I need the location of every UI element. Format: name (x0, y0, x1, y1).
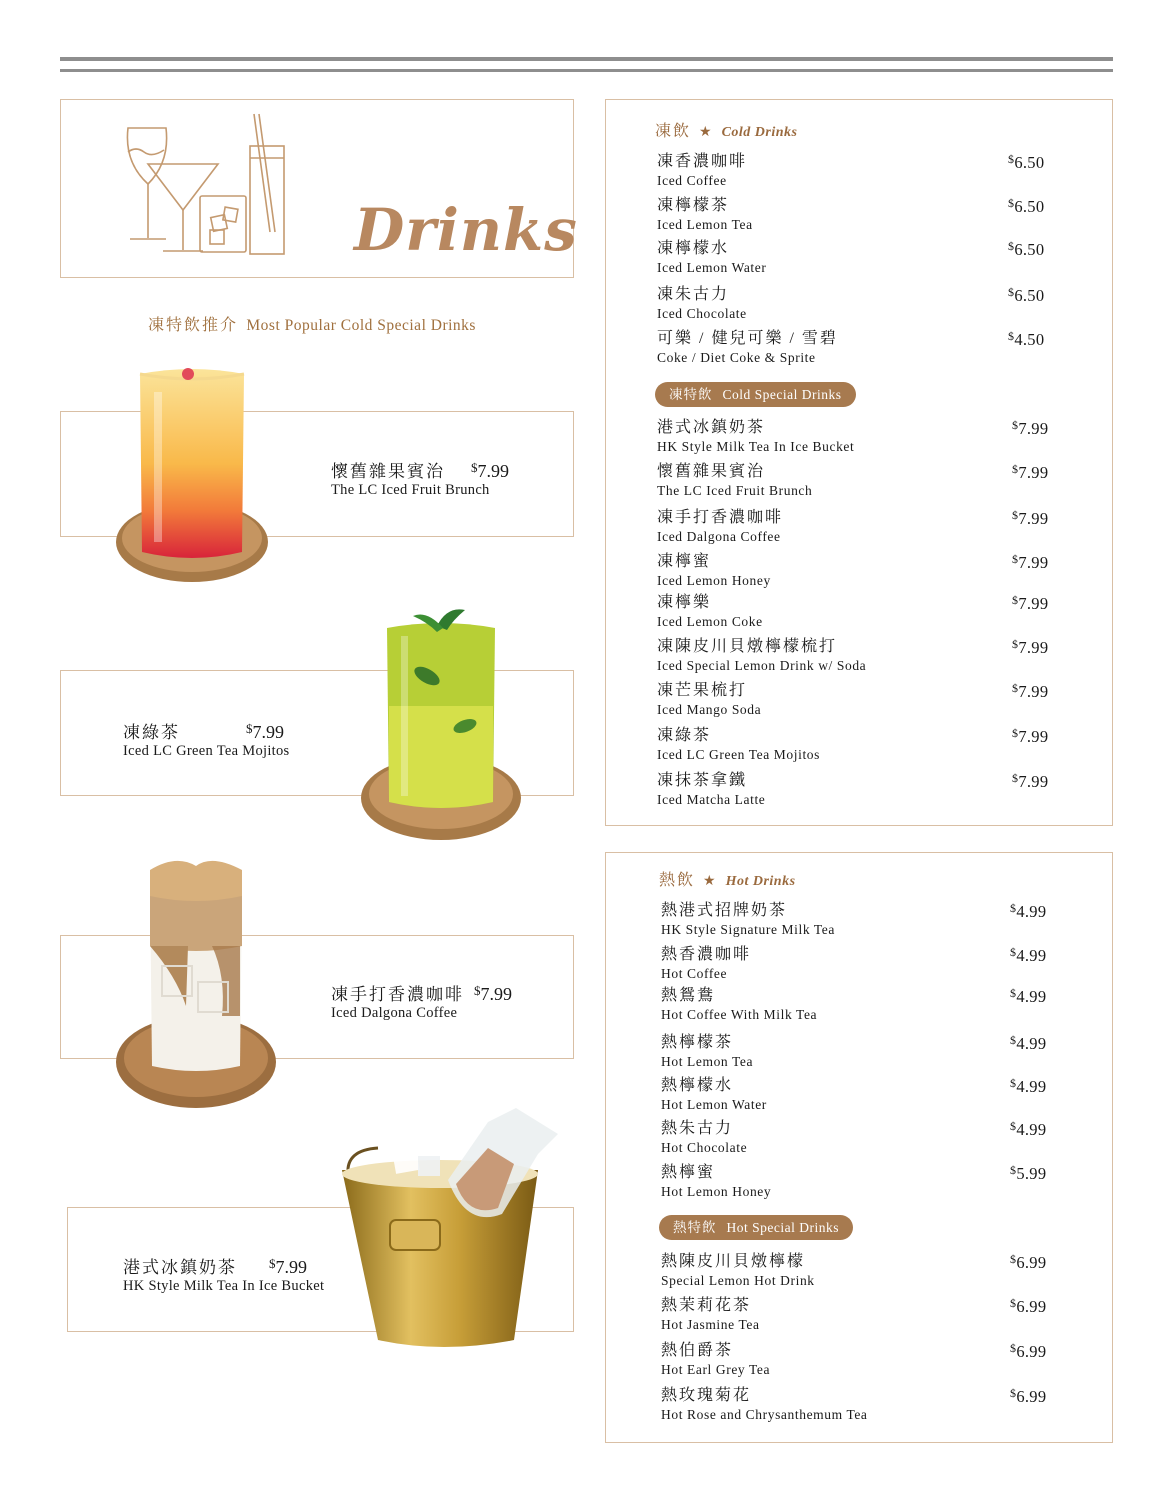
item-name-en: Iced Lemon Honey (657, 573, 771, 588)
item-name-en: Iced Dalgona Coffee (331, 1005, 458, 1021)
item-name-en: Iced Dalgona Coffee (657, 529, 781, 544)
menu-item (657, 239, 1057, 277)
item-name-en: Special Lemon Hot Drink (661, 1273, 815, 1288)
item-name-en: Iced Mango Soda (657, 702, 762, 717)
item-name-en: Hot Chocolate (661, 1140, 748, 1155)
menu-item (661, 1119, 1061, 1157)
item-price: $6.50 (1008, 285, 1045, 305)
menu-item (661, 986, 1061, 1024)
item-name-en: Hot Lemon Water (661, 1097, 767, 1112)
item-name-en: Hot Coffee (661, 966, 728, 981)
item-price: $4.99 (1010, 986, 1047, 1006)
item-name-en: Hot Lemon Honey (661, 1184, 772, 1199)
item-name-en: Hot Lemon Tea (661, 1054, 754, 1069)
item-price: $7.99 (1012, 681, 1049, 701)
star-icon: ★ (703, 874, 718, 889)
item-price: $6.50 (1008, 152, 1045, 172)
menu-item (657, 552, 1057, 590)
item-name-zh: 凍綠茶 (123, 723, 180, 742)
cold-drinks-heading: 凍飲 ★ Cold Drinks (655, 123, 798, 140)
menu-item (661, 945, 1061, 983)
top-rule (60, 57, 1113, 61)
item-price: $6.99 (1010, 1296, 1047, 1316)
item-name-zh: 熱香濃咖啡 (661, 946, 752, 963)
item-name-zh: 熱朱古力 (661, 1120, 734, 1137)
item-name-en: Hot Rose and Chrysanthemum Tea (661, 1407, 868, 1422)
item-name-en: Iced LC Green Tea Mojitos (123, 743, 290, 759)
item-price: 7.99 (275, 1257, 307, 1277)
item-name-zh: 凍檸樂 (657, 594, 712, 611)
item-price: $4.99 (1010, 1033, 1047, 1053)
hot-special-label: 熱特飲 Hot Special Drinks (659, 1215, 853, 1240)
item-price: $4.99 (1010, 901, 1047, 921)
menu-item (661, 1163, 1061, 1201)
item-name-zh: 熱檸檬水 (661, 1077, 734, 1094)
item-name-en: Hot Coffee With Milk Tea (661, 1007, 818, 1022)
item-name-zh: 熱港式招牌奶茶 (661, 902, 788, 919)
item-name-zh: 凍朱古力 (657, 286, 730, 303)
menu-item (657, 329, 1057, 367)
item-name-zh: 凍檸檬茶 (657, 197, 730, 214)
item-name-en: Iced Lemon Water (657, 260, 767, 275)
menu-item (657, 726, 1057, 764)
item-name-zh: 凍香濃咖啡 (657, 153, 748, 170)
item-name-en: HK Style Signature Milk Tea (661, 922, 835, 937)
menu-item (657, 681, 1057, 719)
item-name-zh: 凍手打香濃咖啡 (657, 509, 784, 526)
featured-item: 懷舊雜果賓治 $7.99 The LC Iced Fruit Brunch (331, 457, 551, 499)
menu-item (661, 1341, 1061, 1379)
menu-item (657, 152, 1057, 190)
item-price: $6.99 (1010, 1252, 1047, 1272)
item-name-en: HK Style Milk Tea In Ice Bucket (657, 439, 855, 454)
featured-heading-zh: 凍特飲推介 (148, 317, 239, 334)
fruit-punch-photo (114, 362, 274, 592)
item-name-zh: 凍檸蜜 (657, 553, 712, 570)
item-name-zh: 懷舊雜果賓治 (331, 462, 445, 481)
item-price: $7.99 (1012, 593, 1049, 613)
item-price: $7.99 (1012, 726, 1049, 746)
item-name-en: The LC Iced Fruit Brunch (657, 483, 813, 498)
featured-item: 港式冰鎮奶茶 $7.99 HK Style Milk Tea In Ice Bucket (123, 1253, 363, 1295)
menu-item (657, 508, 1057, 546)
star-icon: ★ (699, 125, 714, 140)
page-title: Drinks (354, 196, 578, 264)
item-price: 7.99 (480, 984, 512, 1004)
item-price: 7.99 (252, 722, 284, 742)
item-name-en: Iced Lemon Coke (657, 614, 763, 629)
green-tea-mojito-photo (357, 606, 525, 846)
item-price: $7.99 (1012, 508, 1049, 528)
item-price: 7.99 (477, 461, 509, 481)
featured-item: 凍手打香濃咖啡 $7.99 Iced Dalgona Coffee (331, 980, 561, 1022)
item-name-en: Coke / Diet Coke & Sprite (657, 350, 816, 365)
item-name-zh: 熱玫瑰菊花 (661, 1387, 752, 1404)
item-price: $4.50 (1008, 329, 1045, 349)
item-price: $6.99 (1010, 1386, 1047, 1406)
menu-item (661, 1296, 1061, 1334)
item-name-zh: 熱茉莉花茶 (661, 1297, 752, 1314)
item-price: $6.99 (1010, 1341, 1047, 1361)
item-price: $7.99 (1012, 418, 1049, 438)
item-price: $6.50 (1008, 239, 1045, 259)
item-name-en: The LC Iced Fruit Brunch (331, 482, 490, 498)
hot-drinks-heading: 熱飲 ★ Hot Drinks (659, 872, 796, 889)
item-price: $6.50 (1008, 196, 1045, 216)
item-name-zh: 熱伯爵茶 (661, 1342, 734, 1359)
item-name-en: Iced Special Lemon Drink w/ Soda (657, 658, 867, 673)
menu-item (657, 196, 1057, 234)
menu-item (657, 462, 1057, 500)
item-name-zh: 凍檸檬水 (657, 240, 730, 257)
item-name-zh: 凍綠茶 (657, 727, 712, 744)
menu-item (657, 593, 1057, 631)
item-name-zh: 熱檸檬茶 (661, 1034, 734, 1051)
glassware-icon (118, 112, 290, 257)
top-rule (60, 69, 1113, 72)
item-price: $4.99 (1010, 1076, 1047, 1096)
cold-special-label: 凍特飲 Cold Special Drinks (655, 382, 856, 407)
item-price: $7.99 (1012, 637, 1049, 657)
item-price: $7.99 (1012, 552, 1049, 572)
item-name-zh: 熱檸蜜 (661, 1164, 716, 1181)
menu-item (657, 285, 1057, 323)
item-name-zh: 凍手打香濃咖啡 (331, 985, 464, 1004)
menu-item (661, 1076, 1061, 1114)
item-name-zh: 凍抹茶拿鐵 (657, 772, 748, 789)
item-name-zh: 熱陳皮川貝燉檸檬 (661, 1253, 806, 1270)
menu-item (661, 901, 1061, 939)
menu-item (657, 771, 1057, 809)
dalgona-coffee-photo (116, 856, 284, 1116)
menu-item (661, 1386, 1061, 1424)
menu-item (657, 418, 1057, 456)
menu-item (661, 1033, 1061, 1071)
item-name-zh: 凍芒果梳打 (657, 682, 748, 699)
item-name-en: Hot Jasmine Tea (661, 1317, 760, 1332)
featured-heading (148, 312, 476, 335)
item-name-en: Iced Matcha Latte (657, 792, 766, 807)
item-price: $4.99 (1010, 1119, 1047, 1139)
item-name-en: HK Style Milk Tea In Ice Bucket (123, 1278, 325, 1294)
item-name-en: Iced LC Green Tea Mojitos (657, 747, 821, 762)
item-price: $7.99 (1012, 462, 1049, 482)
item-name-en: Iced Coffee (657, 173, 727, 188)
featured-item: 凍綠茶 $7.99 Iced LC Green Tea Mojitos (123, 718, 343, 760)
menu-item (657, 637, 1057, 675)
item-name-zh: 熱鴛鴦 (661, 987, 716, 1004)
item-name-zh: 港式冰鎮奶茶 (657, 419, 766, 436)
item-name-zh: 懷舊雜果賓治 (657, 463, 766, 480)
item-price: $7.99 (1012, 771, 1049, 791)
featured-heading-en: Most Popular Cold Special Drinks (246, 317, 476, 334)
menu-item (661, 1252, 1061, 1290)
item-price: $4.99 (1010, 945, 1047, 965)
item-name-en: Hot Earl Grey Tea (661, 1362, 771, 1377)
item-price: $5.99 (1010, 1163, 1047, 1183)
ice-bucket-photo (338, 1104, 564, 1352)
item-name-zh: 港式冰鎮奶茶 (123, 1258, 237, 1277)
item-name-en: Iced Lemon Tea (657, 217, 753, 232)
item-name-en: Iced Chocolate (657, 306, 747, 321)
item-name-zh: 可樂 / 健兒可樂 / 雪碧 (657, 330, 838, 347)
item-name-zh: 凍陳皮川貝燉檸檬梳打 (657, 638, 838, 655)
